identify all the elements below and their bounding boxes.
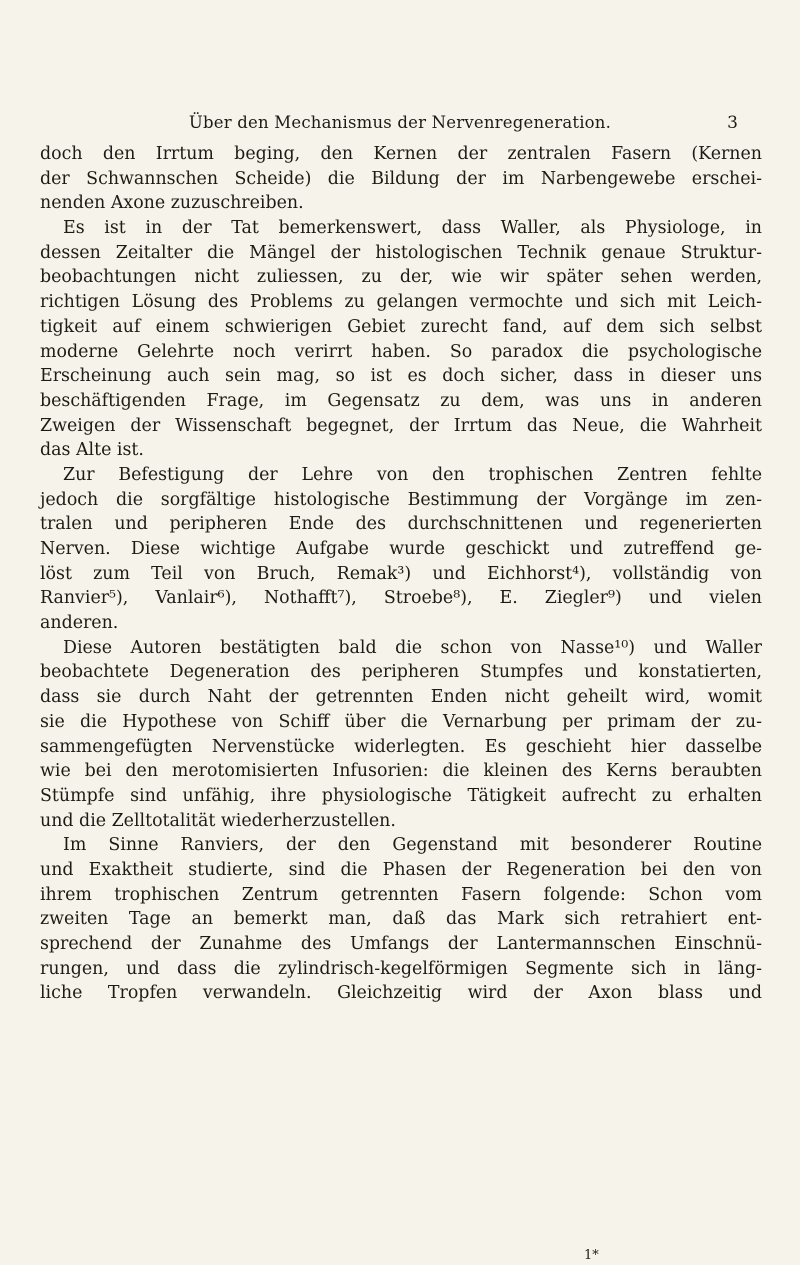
text-line: Im Sinne Ranviers, der den Gegenstand mit besonderer Routine: [63, 835, 762, 856]
text-line: wie bei den merotomisierten Infusorien: die kleinen des Kerns beraubten: [40, 761, 762, 782]
text-line: liche Tropfen verwandeln. Gleichzeitig wird der Axon blass und: [40, 983, 762, 1004]
text-line: doch den Irrtum beging, den Kernen der zentralen Fasern (Kernen: [40, 144, 762, 164]
text-line: Es ist in der Tat bemerkenswert, dass Waller, als Physiologe, in: [63, 218, 762, 239]
text-line: ihrem trophischen Zentrum getrennten Fasern folgende: Schon vom: [40, 884, 762, 905]
body-text: [40, 142, 762, 1006]
signature-mark: 1*: [584, 1248, 599, 1263]
text-line: Stümpfe sind unfähig, ihre physiologische Tätigkeit aufrecht zu erhalten: [40, 785, 762, 806]
text-line: dass sie durch Naht der getrennten Enden nicht geheilt wird, womit: [40, 687, 762, 708]
page-number: 3: [727, 113, 738, 133]
running-head-title: Über den Mechanismus der Nervenregeneration.: [188, 113, 612, 132]
text-line: Zweigen der Wissenschaft begegnet, der Irrtum das Neue, die Wahrheit: [40, 415, 762, 436]
text-line: beschäftigenden Frage, im Gegensatz zu dem, was uns in anderen: [40, 390, 762, 411]
text-line: tigkeit auf einem schwierigen Gebiet zurecht fand, auf dem sich selbst: [40, 316, 762, 337]
text-line: der Schwannschen Scheide) die Bildung der im Narbengewebe erschei-: [40, 168, 762, 189]
text-line: Nerven. Diese wichtige Aufgabe wurde geschickt und zutreffend ge-: [40, 539, 762, 559]
text-line: Diese Autoren bestätigten bald die schon von Nasse¹⁰) und Waller: [63, 637, 762, 658]
text-line: Ranvier⁵), Vanlair⁶), Nothafft⁷), Stroebe⁸), E. Ziegler⁹) und vielen: [40, 588, 762, 609]
text-line: dessen Zeitalter die Mängel der histologischen Technik genaue Struktur-: [40, 242, 762, 263]
text-line: und die Zelltotalität wiederherzustellen.: [40, 810, 396, 831]
text-line: sprechend der Zunahme des Umfangs der Lantermannschen Einschnü-: [40, 934, 762, 954]
text-line: nenden Axone zuzuschreiben.: [40, 193, 304, 214]
text-line: richtigen Lösung des Problems zu gelangen vermochte und sich mit Leich-: [40, 292, 762, 313]
text-line: anderen.: [40, 613, 119, 634]
text-line: tralen und peripheren Ende des durchschnittenen und regenerierten: [40, 514, 762, 535]
text-line: jedoch die sorgfältige histologische Bestimmung der Vorgänge im zen-: [40, 489, 762, 510]
text-line: rungen, und dass die zylindrisch-kegelförmigen Segmente sich in läng-: [40, 958, 762, 979]
text-line: zweiten Tage an bemerkt man, daß das Mark sich retrahiert ent-: [40, 909, 762, 930]
text-line: das Alte ist.: [40, 440, 144, 461]
text-line: beobachtete Degeneration des peripheren Stumpfes und konstatierten,: [40, 662, 762, 683]
running-head: [0, 113, 800, 137]
text-line: und Exaktheit studierte, sind die Phasen der Regeneration bei den von: [40, 859, 762, 880]
text-line: sie die Hypothese von Schiff über die Vernarbung per primam der zu-: [40, 711, 762, 732]
text-line: löst zum Teil von Bruch, Remak³) und Eichhorst⁴), vollständig von: [40, 563, 762, 584]
text-line: Erscheinung auch sein mag, so ist es doch sicher, dass in dieser uns: [40, 366, 762, 387]
text-line: sammengefügten Nervenstücke widerlegten. Es geschieht hier dasselbe: [40, 736, 762, 757]
text-line: Zur Befestigung der Lehre von den trophischen Zentren fehlte: [63, 464, 762, 485]
text-line: moderne Gelehrte noch verirrt haben. So paradox die psychologische: [40, 341, 762, 362]
text-line: beobachtungen nicht zuliessen, zu der, wie wir später sehen werden,: [40, 267, 762, 288]
